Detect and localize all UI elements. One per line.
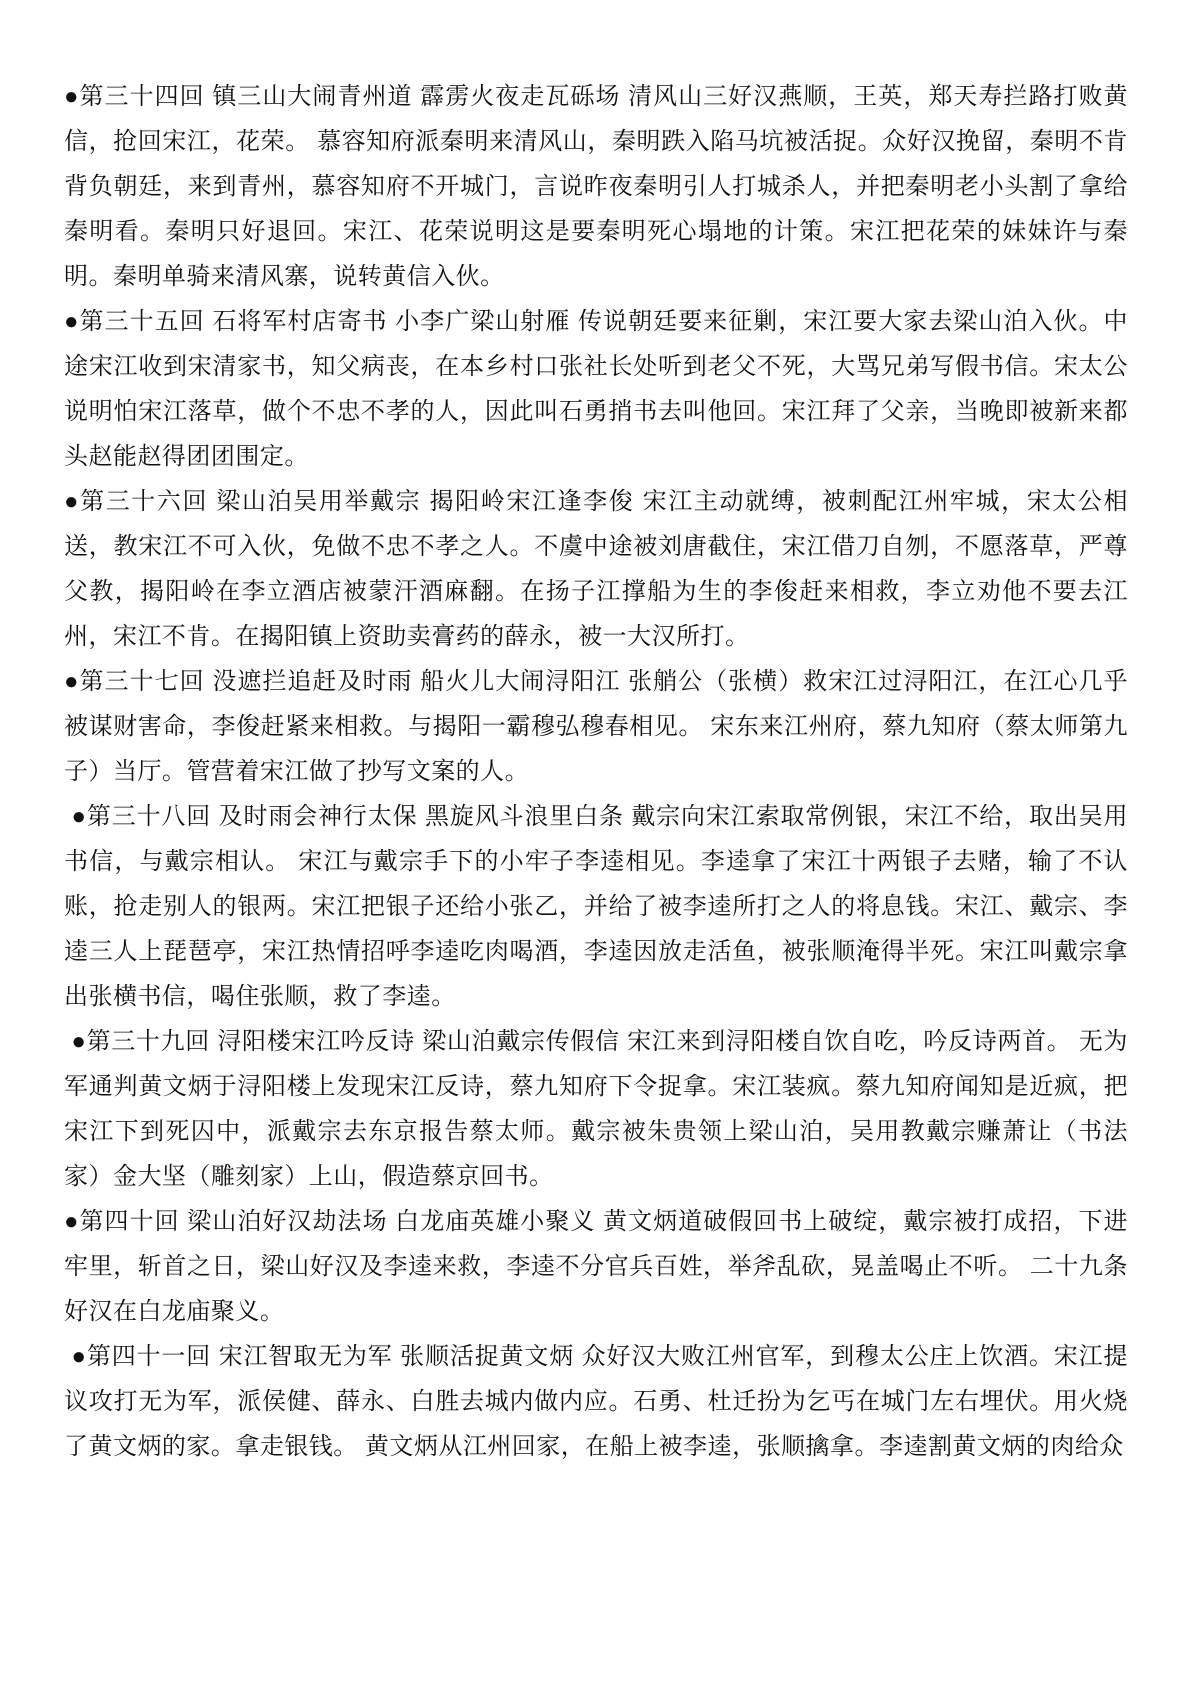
chapter-40-summary: ●第四十回 梁山泊好汉劫法场 白龙庙英雄小聚义 黄文炳道破假回书上破绽，戴宗被打成招，下进牢里，斩首之日，梁山好汉及李逵来救，李逵不分官兵百姓，举斧乱砍，晃盖喝止不听。 二十九条好汉在白龙庙聚义。 [64, 1208, 1128, 1325]
chapter-34-summary: ●第三十四回 镇三山大闹青州道 霹雳火夜走瓦砾场 清风山三好汉燕顺，王英，郑天寿拦路打败黄信，抢回宋江，花荣。 慕容知府派秦明来清风山，秦明跌入陷马坑被活捉。众好汉挽留，秦明不肯背负朝廷，来到青州，慕容知府不开城门，言说昨夜秦明引人打城杀人，并把秦明老小头割了拿给秦明看。秦明只好退回。宋江、花荣说明这是要秦明死心塌地的计策。宋江把花荣的妹妹许与秦明。秦明单骑来清风寨，说转黄信入伙。 [64, 83, 1128, 290]
chapter-36-summary: ●第三十六回 梁山泊吴用举戴宗 揭阳岭宋江逢李俊 宋江主动就缚，被刺配江州牢城，宋太公相送，教宋江不可入伙，免做不忠不孝之人。不虞中途被刘唐截住，宋江借刀自刎，不愿落草，严尊父教，揭阳岭在李立酒店被蒙汗酒麻翻。在扬子江撑船为生的李俊赶来相救，李立劝他不要去江州，宋江不肯。在揭阳镇上资助卖膏药的薛永，被一大汉所打。 [64, 488, 1128, 650]
chapter-37-summary: ●第三十七回 没遮拦追赶及时雨 船火儿大闹浔阳江 张艄公（张横）救宋江过浔阳江，在江心几乎被谋财害命，李俊赶紧来相救。与揭阳一霸穆弘穆春相见。 宋东来江州府，蔡九知府（蔡太师第九子）当厅。管营着宋江做了抄写文案的人。 [64, 668, 1128, 785]
chapter-41-summary: ●第四十一回 宋江智取无为军 张顺活捉黄文炳 众好汉大败江州官军，到穆太公庄上饮酒。宋江提议攻打无为军，派侯健、薛永、白胜去城内做内应。石勇、杜迁扮为乞丐在城门左右埋伏。用火烧了黄文炳的家。拿走银钱。 黄文炳从江州回家，在船上被李逵，张顺擒拿。李逵割黄文炳的肉给众 [64, 1343, 1128, 1460]
chapter-39-summary: ●第三十九回 浔阳楼宋江吟反诗 梁山泊戴宗传假信 宋江来到浔阳楼自饮自吃，吟反诗两首。 无为军通判黄文炳于浔阳楼上发现宋江反诗，蔡九知府下令捉拿。宋江装疯。蔡九知府闻知是近疯，把宋江下到死囚中，派戴宗去东京报告蔡太师。戴宗被朱贵领上梁山泊，吴用教戴宗赚萧让（书法家）金大坚（雕刻家）上山，假造蔡京回书。 [64, 1028, 1128, 1190]
chapter-35-summary: ●第三十五回 石将军村店寄书 小李广梁山射雁 传说朝廷要来征剿，宋江要大家去梁山泊入伙。中途宋江收到宋清家书，知父病丧，在本乡村口张社长处听到老父不死，大骂兄弟写假书信。宋太公说明怕宋江落草，做个不忠不孝的人，因此叫石勇捎书去叫他回。宋江拜了父亲，当晚即被新来都头赵能赵得团团围定。 [64, 308, 1128, 470]
chapter-38-summary: ●第三十八回 及时雨会神行太保 黑旋风斗浪里白条 戴宗向宋江索取常例银，宋江不给，取出吴用书信，与戴宗相认。 宋江与戴宗手下的小牢子李逵相见。李逵拿了宋江十两银子去赌，输了不认账，抢走别人的银两。宋江把银子还给小张乙，并给了被李逵所打之人的将息钱。宋江、戴宗、李逵三人上琵琶亭，宋江热情招呼李逵吃肉喝酒，李逵因放走活鱼，被张顺淹得半死。宋江叫戴宗拿出张横书信，喝住张顺，救了李逵。 [64, 803, 1128, 1010]
